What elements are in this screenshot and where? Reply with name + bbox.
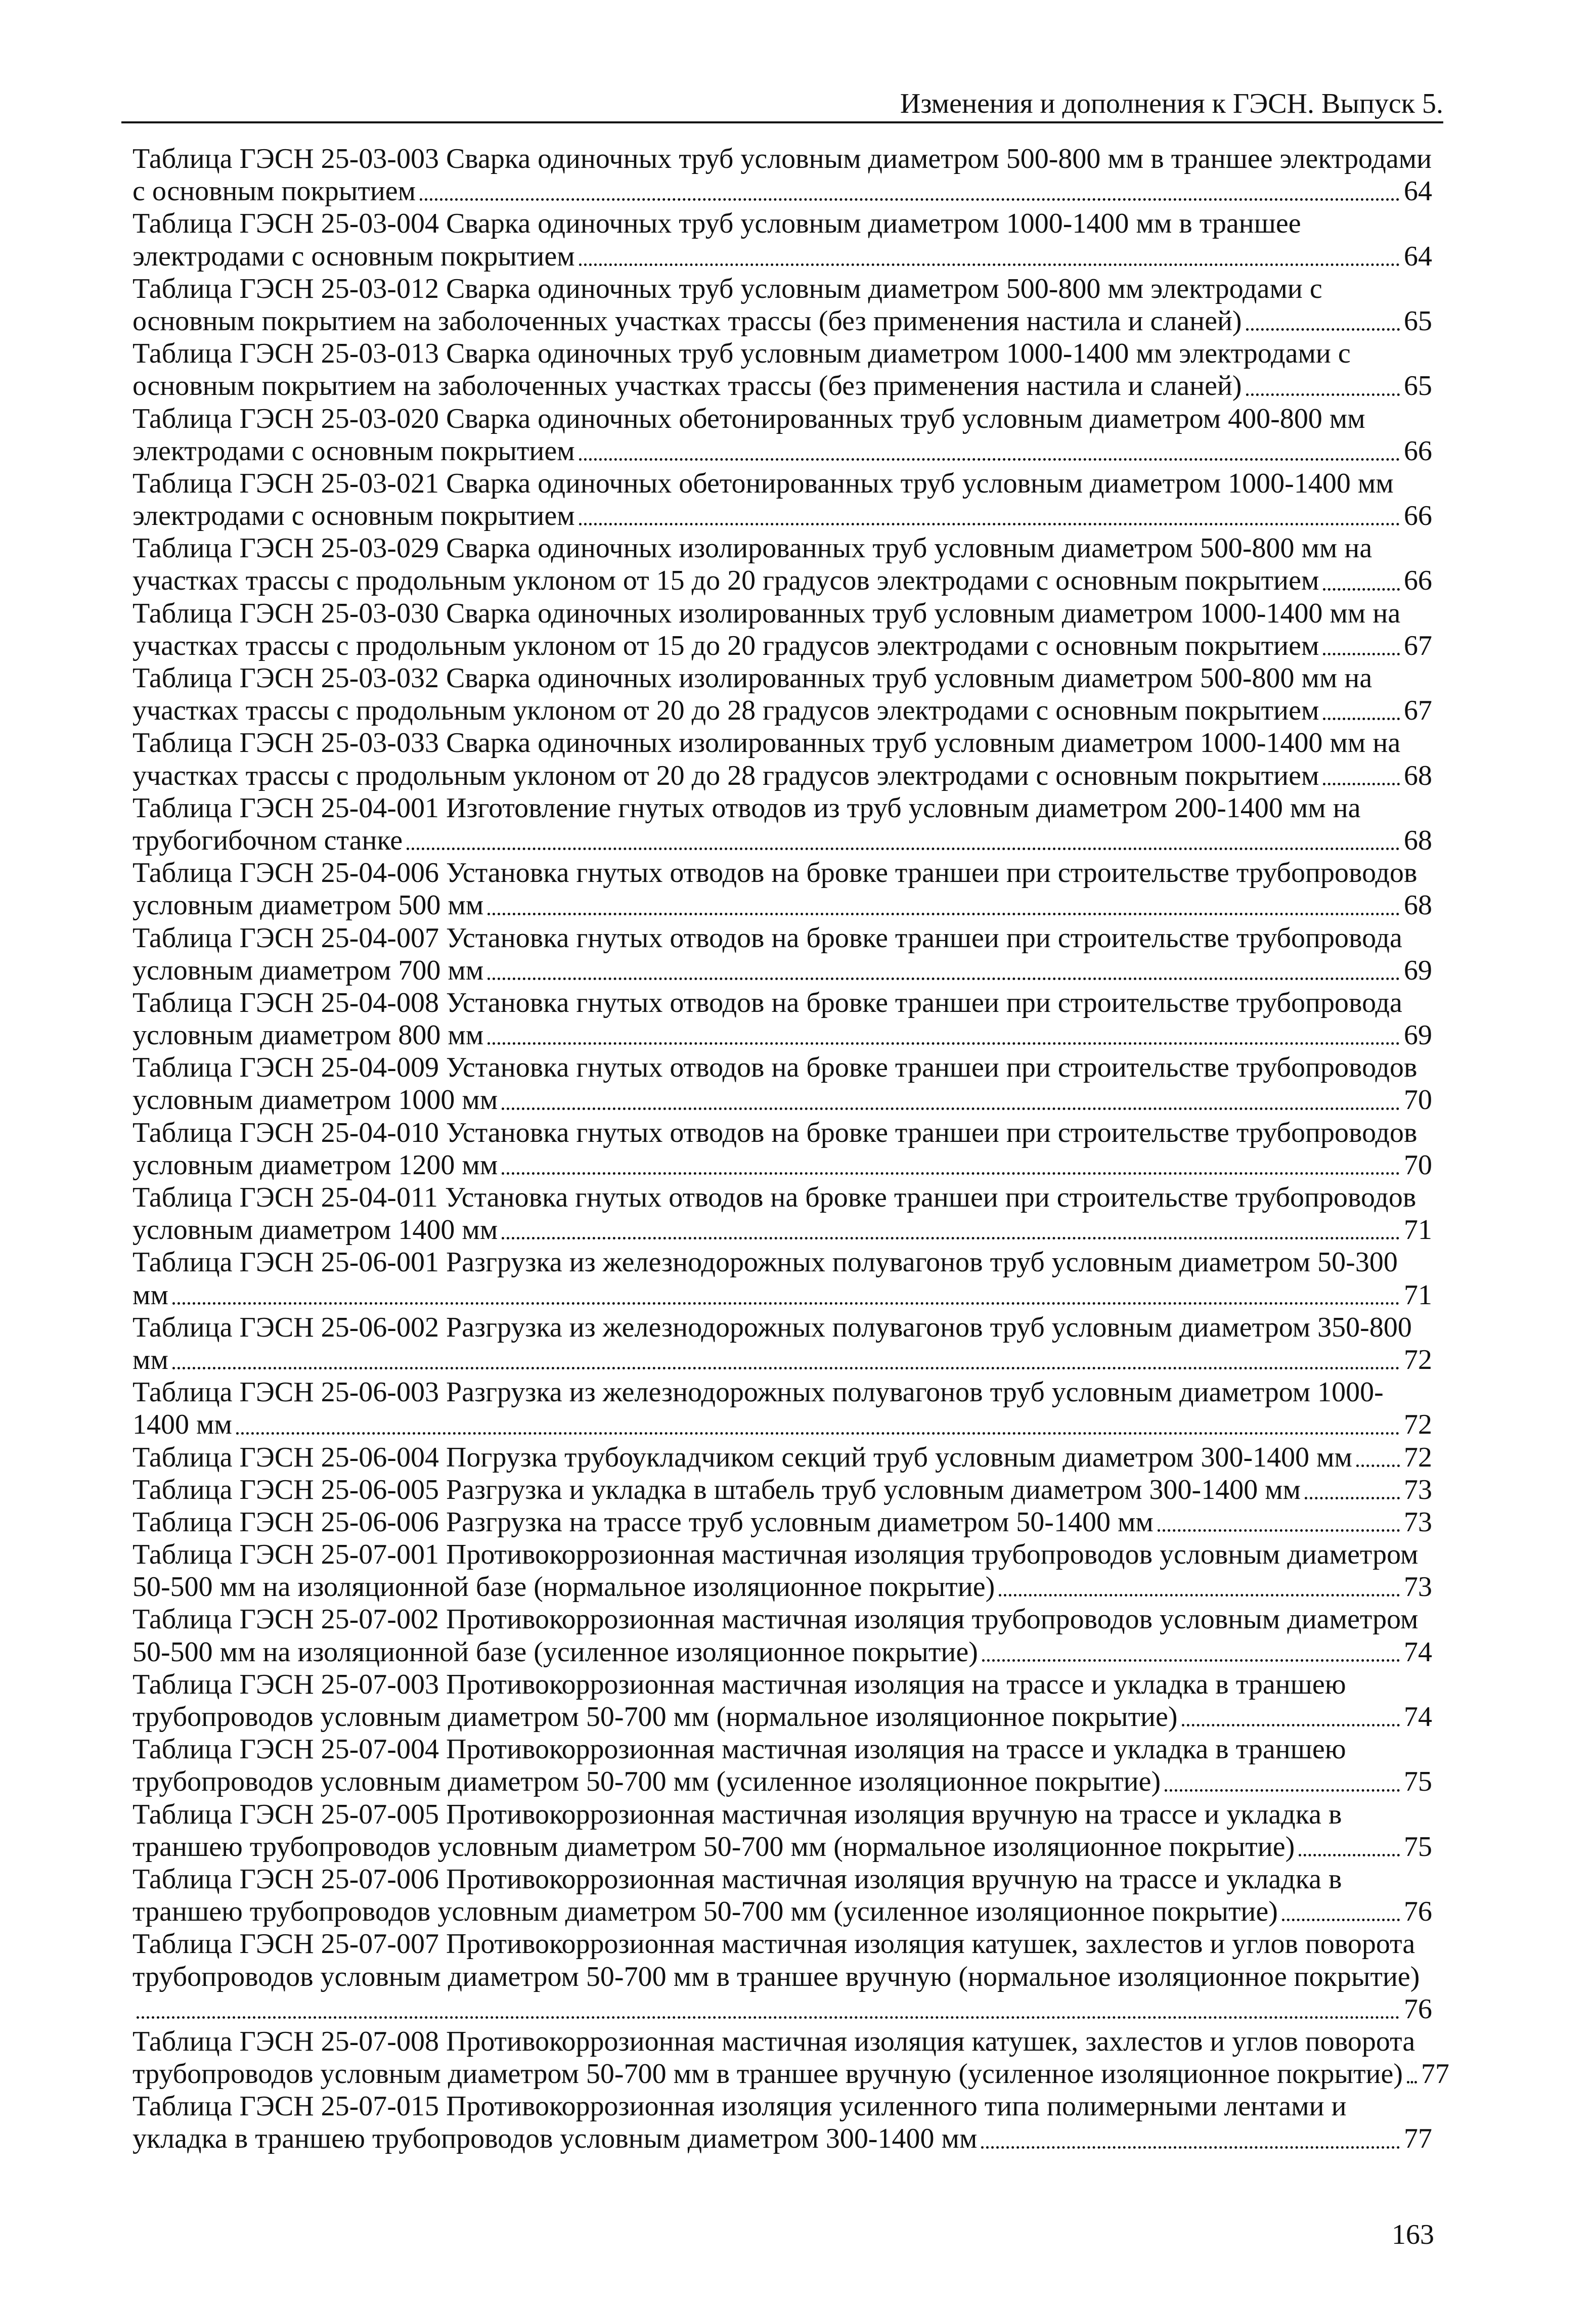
toc-entry[interactable] <box>132 922 1432 987</box>
toc-entry-text: участках трассы с продольным уклоном от 15 до 20 градусов электродами с основным покрытием <box>132 630 1319 661</box>
toc-entry-line <box>132 662 1432 694</box>
toc-entry-line <box>132 1506 1432 1538</box>
toc-entry-text: основным покрытием на заболоченных участках трассы (без применения настила и сланей) <box>132 305 1242 337</box>
toc-entry-line <box>132 1863 1432 1895</box>
header-rule <box>121 121 1443 123</box>
toc-entry-line <box>132 564 1432 597</box>
toc-entry-text: Таблица ГЭСН 25-06-004 Погрузка трубоукладчиком секций труб условным диаметром 300-1400 мм <box>132 1441 1352 1473</box>
toc-entry-line <box>132 2090 1432 2122</box>
toc-entry-line <box>132 1701 1432 1733</box>
toc-entry-line <box>132 1344 1432 1376</box>
toc-entry[interactable] <box>132 1051 1432 1116</box>
dot-leader <box>502 1107 1400 1110</box>
toc-entry-text: трубопроводов условным диаметром 50-700 мм (нормальное изоляционное покрытие) <box>132 1701 1178 1733</box>
dot-leader <box>1246 393 1400 396</box>
toc-entry-line <box>132 1831 1432 1863</box>
toc-entry[interactable] <box>132 1506 1432 1538</box>
toc-entry-page: 72 <box>1404 1441 1432 1473</box>
toc-entry-text: Таблица ГЭСН 25-06-001 Разгрузка из железнодорожных полувагонов труб условным диаметром 50-300 <box>132 1247 1398 1278</box>
toc-entry-page: 75 <box>1404 1831 1432 1862</box>
dot-leader <box>1246 328 1400 331</box>
toc-entry-line <box>132 1279 1432 1311</box>
toc-entry[interactable] <box>132 337 1432 402</box>
toc-entry-text: Таблица ГЭСН 25-03-020 Сварка одиночных обетонированных труб условным диаметром 400-800 мм <box>132 403 1365 434</box>
toc-entry[interactable] <box>132 662 1432 727</box>
dot-leader <box>487 978 1400 980</box>
toc-entry-text: условным диаметром 800 мм <box>132 1019 484 1051</box>
toc-entry-line <box>132 597 1432 630</box>
toc-entry-page: 71 <box>1404 1279 1432 1311</box>
toc-entry[interactable] <box>132 1733 1432 1798</box>
toc-entry-line <box>132 1311 1432 1344</box>
toc-entry-text: 50-500 мм на изоляционной базе (усиленное изоляционное покрытие) <box>132 1636 978 1668</box>
toc-entry-line <box>132 857 1432 889</box>
dot-leader <box>137 2016 1400 2019</box>
toc-entry-text: Таблица ГЭСН 25-03-003 Сварка одиночных труб условным диаметром 500-800 мм в траншее электродами <box>132 143 1432 174</box>
toc-entry-text: условным диаметром 500 мм <box>132 890 484 921</box>
toc-entry[interactable] <box>132 1474 1432 1506</box>
dot-leader <box>579 263 1400 266</box>
toc-entry-text: условным диаметром 1000 мм <box>132 1084 498 1116</box>
toc-entry[interactable] <box>132 467 1432 532</box>
toc-entry-line <box>132 954 1432 987</box>
toc-entry-page: 74 <box>1404 1636 1432 1668</box>
toc-entry[interactable] <box>132 1181 1432 1246</box>
table-of-contents <box>132 143 1450 2155</box>
toc-entry-text: Таблица ГЭСН 25-03-004 Сварка одиночных труб условным диаметром 1000-1400 мм в траншее <box>132 208 1301 240</box>
toc-entry-line <box>132 824 1432 857</box>
toc-entry[interactable] <box>132 1863 1432 1928</box>
toc-entry-text: укладка в траншею трубопроводов условным диаметром 300-1400 мм <box>132 2123 978 2155</box>
toc-entry-line <box>132 1571 1432 1603</box>
toc-entry-text: Таблица ГЭСН 25-03-012 Сварка одиночных труб условным диаметром 500-800 мм электродами с <box>132 273 1322 304</box>
dot-leader <box>502 1172 1400 1175</box>
toc-entry-line <box>132 467 1432 500</box>
toc-entry[interactable] <box>132 1441 1432 1474</box>
dot-leader <box>579 523 1400 525</box>
toc-entry-text: основным покрытием на заболоченных участках трассы (без применения настила и сланей) <box>132 370 1242 402</box>
toc-entry-text: Таблица ГЭСН 25-07-007 Противокоррозионная мастичная изоляция катушек, захлестов и углов поворота <box>132 1928 1415 1960</box>
toc-entry-text: траншею трубопроводов условным диаметром 50-700 мм (нормальное изоляционное покрытие) <box>132 1831 1295 1862</box>
toc-entry[interactable] <box>132 1798 1432 1863</box>
toc-entry-line <box>132 175 1432 207</box>
toc-entry[interactable] <box>132 1246 1432 1311</box>
toc-entry-page: 66 <box>1404 435 1432 467</box>
toc-entry-line <box>132 727 1432 759</box>
toc-entry-line <box>132 370 1432 402</box>
toc-entry-page: 72 <box>1404 1344 1432 1376</box>
toc-entry-line <box>132 240 1432 273</box>
toc-entry-text: участках трассы с продольным уклоном от 20 до 28 градусов электродами с основным покрытием <box>132 695 1319 727</box>
toc-entry-page: 70 <box>1404 1149 1432 1181</box>
toc-entry-text: Таблица ГЭСН 25-04-001 Изготовление гнутых отводов из труб условным диаметром 200-1400 мм на <box>132 792 1361 824</box>
toc-entry-text: Таблица ГЭСН 25-03-021 Сварка одиночных обетонированных труб условным диаметром 1000-1400 мм <box>132 467 1394 499</box>
toc-entry-line <box>132 207 1432 240</box>
toc-entry-line <box>132 1993 1432 2025</box>
toc-entry-text: участках трассы с продольным уклоном от 15 до 20 градусов электродами с основным покрытием <box>132 565 1319 597</box>
toc-entry-page: 72 <box>1404 1409 1432 1441</box>
toc-entry-page: 76 <box>1404 1993 1432 2025</box>
toc-entry-line <box>132 305 1432 337</box>
dot-leader <box>172 1302 1400 1305</box>
toc-entry-text: Таблица ГЭСН 25-07-004 Противокоррозионная мастичная изоляция на трассе и укладка в траншею <box>132 1734 1346 1765</box>
dot-leader <box>982 1659 1400 1662</box>
toc-entry-text: электродами с основным покрытием <box>132 435 575 467</box>
dot-leader <box>1323 653 1400 655</box>
toc-entry-line <box>132 1733 1432 1765</box>
toc-entry-line <box>132 1668 1432 1701</box>
toc-entry[interactable] <box>132 403 1432 467</box>
toc-entry[interactable] <box>132 1538 1432 1603</box>
toc-entry-text: условным диаметром 1200 мм <box>132 1149 498 1181</box>
toc-entry-page: 68 <box>1404 890 1432 921</box>
toc-entry[interactable] <box>132 1928 1432 2025</box>
toc-entry[interactable] <box>132 792 1432 857</box>
dot-leader <box>172 1367 1400 1369</box>
toc-entry-line <box>132 1117 1432 1149</box>
toc-entry[interactable] <box>132 857 1432 921</box>
toc-entry-page: 73 <box>1404 1474 1432 1505</box>
toc-entry-page: 75 <box>1404 1766 1432 1798</box>
toc-entry-line <box>132 435 1432 467</box>
toc-entry-page: 69 <box>1404 954 1432 986</box>
dot-leader <box>1305 1497 1400 1499</box>
toc-entry-text: Таблица ГЭСН 25-03-029 Сварка одиночных изолированных труб условным диаметром 500-800 мм на <box>132 533 1372 564</box>
toc-entry-line <box>132 1636 1432 1668</box>
toc-entry-line <box>132 1798 1432 1831</box>
toc-entry-page: 69 <box>1404 1019 1432 1051</box>
running-header: Изменения и дополнения к ГЭСН. Выпуск 5. <box>900 88 1443 119</box>
toc-entry-page: 70 <box>1404 1084 1432 1116</box>
toc-entry-page: 66 <box>1404 565 1432 597</box>
toc-entry-line <box>132 1214 1432 1246</box>
toc-entry-text: Таблица ГЭСН 25-07-006 Противокоррозионная мастичная изоляция вручную на трассе и укладка в <box>132 1863 1342 1895</box>
toc-entry[interactable] <box>132 1117 1432 1181</box>
toc-entry-line <box>132 694 1432 727</box>
toc-entry-text: Таблица ГЭСН 25-04-006 Установка гнутых отводов на бровке траншеи при строительстве трубопроводов <box>132 857 1417 889</box>
dot-leader <box>1299 1854 1400 1856</box>
toc-entry-text: Таблица ГЭСН 25-07-002 Противокоррозионная мастичная изоляция трубопроводов условным диаметром <box>132 1604 1418 1635</box>
toc-entry-line <box>132 532 1432 564</box>
toc-entry-text: Таблица ГЭСН 25-06-002 Разгрузка из железнодорожных полувагонов труб условным диаметром 350-800 <box>132 1311 1412 1343</box>
toc-entry[interactable] <box>132 727 1432 791</box>
dot-leader <box>981 2146 1400 2149</box>
toc-entry-page: 76 <box>1404 1896 1432 1928</box>
toc-entry-line <box>132 1603 1432 1635</box>
dot-leader <box>1182 1724 1400 1726</box>
dot-leader <box>1165 1789 1400 1792</box>
toc-entry-text: с основным покрытием <box>132 175 416 207</box>
toc-entry-text: мм <box>132 1344 168 1376</box>
toc-entry-page: 64 <box>1404 240 1432 272</box>
toc-entry-line <box>132 1895 1432 1928</box>
toc-entry-text: Таблица ГЭСН 25-07-001 Противокоррозионная мастичная изоляция трубопроводов условным диаметром <box>132 1539 1418 1571</box>
toc-entry-line <box>132 2122 1432 2155</box>
toc-entry-text: Таблица ГЭСН 25-03-033 Сварка одиночных изолированных труб условным диаметром 1000-1400 мм на <box>132 727 1401 759</box>
toc-entry-line <box>132 1474 1432 1506</box>
toc-entry-page: 73 <box>1404 1571 1432 1603</box>
toc-entry[interactable] <box>132 987 1432 1051</box>
toc-entry-line <box>132 1441 1432 1474</box>
toc-entry[interactable] <box>132 1603 1432 1668</box>
toc-entry-text: Таблица ГЭСН 25-06-005 Разгрузка и укладка в штабель труб условным диаметром 300-1400 мм <box>132 1474 1301 1505</box>
toc-entry-line <box>132 1765 1432 1798</box>
toc-entry-text: Таблица ГЭСН 25-06-003 Разгрузка из железнодорожных полувагонов труб условным диаметром 1000- <box>132 1377 1384 1408</box>
toc-entry[interactable] <box>132 2025 1450 2090</box>
toc-entry-text: электродами с основным покрытием <box>132 240 575 272</box>
toc-entry-line <box>132 1149 1432 1181</box>
toc-entry-line <box>132 2058 1450 2090</box>
toc-entry-text: трубопроводов условным диаметром 50-700 мм (усиленное изоляционное покрытие) <box>132 1766 1161 1798</box>
toc-entry-line <box>132 2025 1432 2058</box>
toc-entry-line <box>132 1084 1432 1116</box>
toc-entry-text: Таблица ГЭСН 25-04-010 Установка гнутых отводов на бровке траншеи при строительстве трубопроводов <box>132 1117 1417 1148</box>
toc-entry-line <box>132 403 1432 435</box>
dot-leader <box>407 848 1400 850</box>
toc-entry[interactable] <box>132 1668 1432 1733</box>
toc-entry-page: 71 <box>1404 1214 1432 1246</box>
toc-entry-line <box>132 1538 1432 1571</box>
dot-leader <box>999 1594 1400 1597</box>
dot-leader <box>1323 783 1400 785</box>
toc-entry-line <box>132 1961 1432 1993</box>
toc-entry-text: траншею трубопроводов условным диаметром 50-700 мм (усиленное изоляционное покрытие) <box>132 1896 1278 1928</box>
toc-entry-text: условным диаметром 700 мм <box>132 954 484 986</box>
toc-entry-line <box>132 760 1432 792</box>
toc-entry-line <box>132 889 1432 921</box>
toc-entry[interactable] <box>132 143 1432 207</box>
toc-entry-text: Таблица ГЭСН 25-07-015 Противокоррозионная изоляция усиленного типа полимерными лентами и <box>132 2091 1347 2122</box>
toc-entry-line <box>132 1019 1432 1051</box>
toc-entry-line <box>132 273 1432 305</box>
toc-entry-line <box>132 1928 1432 1960</box>
page-number: 163 <box>1392 2219 1434 2250</box>
dot-leader <box>1407 2081 1417 2083</box>
dot-leader <box>1282 1919 1400 1921</box>
toc-entry-page: 68 <box>1404 760 1432 791</box>
toc-entry-line <box>132 922 1432 954</box>
toc-entry-line <box>132 792 1432 824</box>
toc-entry-line <box>132 1051 1432 1084</box>
toc-entry-text: Таблица ГЭСН 25-03-032 Сварка одиночных изолированных труб условным диаметром 500-800 мм на <box>132 662 1372 694</box>
toc-entry[interactable] <box>132 597 1432 662</box>
toc-entry-page: 73 <box>1404 1506 1432 1538</box>
toc-entry-page: 77 <box>1404 2123 1432 2155</box>
toc-entry-text: Таблица ГЭСН 25-07-005 Противокоррозионная мастичная изоляция вручную на трассе и укладка в <box>132 1798 1342 1830</box>
toc-entry-text: Таблица ГЭСН 25-03-013 Сварка одиночных труб условным диаметром 1000-1400 мм электродами с <box>132 338 1351 370</box>
dot-leader <box>1356 1465 1400 1467</box>
toc-entry-page: 68 <box>1404 824 1432 856</box>
toc-entry[interactable] <box>132 273 1432 337</box>
toc-entry-text: участках трассы с продольным уклоном от 20 до 28 градусов электродами с основным покрытием <box>132 760 1319 791</box>
toc-entry-line <box>132 630 1432 662</box>
toc-entry-text: электродами с основным покрытием <box>132 500 575 532</box>
dot-leader <box>1323 588 1400 591</box>
toc-entry-text: Таблица ГЭСН 25-04-011 Установка гнутых отводов на бровке траншеи при строительстве трубопроводов <box>132 1182 1416 1213</box>
toc-entry-text: 1400 мм <box>132 1409 232 1441</box>
toc-entry-page: 74 <box>1404 1701 1432 1733</box>
toc-entry-text: Таблица ГЭСН 25-03-030 Сварка одиночных изолированных труб условным диаметром 1000-1400 мм на <box>132 597 1401 629</box>
toc-entry-text: мм <box>132 1279 168 1311</box>
toc-entry[interactable] <box>132 532 1432 597</box>
toc-entry-text: Таблица ГЭСН 25-06-006 Разгрузка на трассе труб условным диаметром 50-1400 мм <box>132 1506 1154 1538</box>
dot-leader <box>1323 718 1400 720</box>
toc-entry-page: 64 <box>1404 175 1432 207</box>
toc-entry-line <box>132 143 1432 175</box>
dot-leader <box>1158 1529 1400 1532</box>
toc-entry-page: 67 <box>1404 630 1432 661</box>
toc-entry-text: Таблица ГЭСН 25-04-008 Установка гнутых отводов на бровке траншеи при строительстве трубопровода <box>132 987 1402 1018</box>
dot-leader <box>236 1432 1400 1435</box>
toc-entry-text: условным диаметром 1400 мм <box>132 1214 498 1246</box>
toc-entry-text: трубогибочном станке <box>132 824 403 856</box>
toc-entry-text: Таблица ГЭСН 25-07-003 Противокоррозионная мастичная изоляция на трассе и укладка в траншею <box>132 1668 1346 1700</box>
toc-entry-text: трубопроводов условным диаметром 50-700 мм в траншее вручную (усиленное изоляционное покрытие) <box>132 2058 1403 2090</box>
toc-entry-text: Таблица ГЭСН 25-04-007 Установка гнутых отводов на бровке траншеи при строительстве трубопровода <box>132 922 1402 954</box>
dot-leader <box>487 1042 1400 1045</box>
toc-entry-text: Таблица ГЭСН 25-07-008 Противокоррозионная мастичная изоляция катушек, захлестов и углов поворота <box>132 2025 1415 2057</box>
toc-entry-line <box>132 1408 1432 1441</box>
toc-entry[interactable] <box>132 1311 1432 1376</box>
dot-leader <box>420 198 1400 201</box>
toc-entry-line <box>132 1181 1432 1214</box>
dot-leader <box>487 913 1400 915</box>
toc-entry-page: 67 <box>1404 695 1432 727</box>
toc-entry-page: 65 <box>1404 305 1432 337</box>
toc-entry-page: 66 <box>1404 500 1432 532</box>
toc-entry-text: 50-500 мм на изоляционной базе (нормальное изоляционное покрытие) <box>132 1571 995 1603</box>
toc-entry-line <box>132 337 1432 370</box>
toc-entry-page: 77 <box>1421 2058 1450 2090</box>
toc-entry-line <box>132 1246 1432 1278</box>
toc-entry-line <box>132 500 1432 532</box>
dot-leader <box>579 458 1400 461</box>
toc-entry[interactable] <box>132 207 1432 272</box>
toc-entry-line <box>132 987 1432 1019</box>
toc-entry[interactable] <box>132 1376 1432 1441</box>
toc-entry-line <box>132 1376 1432 1408</box>
toc-entry[interactable] <box>132 2090 1432 2155</box>
dot-leader <box>502 1237 1400 1239</box>
toc-entry-text: трубопроводов условным диаметром 50-700 мм в траншее вручную (нормальное изоляционное покрытие) <box>132 1961 1420 1992</box>
toc-entry-page: 65 <box>1404 370 1432 402</box>
toc-entry-text: Таблица ГЭСН 25-04-009 Установка гнутых отводов на бровке траншеи при строительстве трубопроводов <box>132 1052 1417 1084</box>
